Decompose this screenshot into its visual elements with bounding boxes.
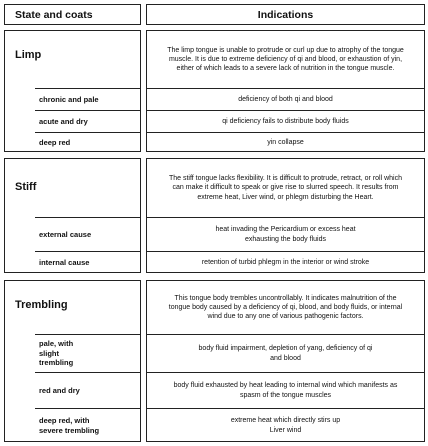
state-row-pale-slight-trembling: pale, with slight trembling <box>35 334 140 372</box>
state-row-external-cause: external cause <box>35 217 140 251</box>
stiff-indications-box <box>146 158 425 273</box>
state-row-acute-and-dry: acute and dry <box>35 110 140 132</box>
header-indications <box>146 4 425 25</box>
trembling-indications-box <box>146 280 425 442</box>
group-title-stiff: Stiff <box>15 181 37 193</box>
indication-acute-and-dry: qi deficiency fails to distribute body fluids <box>147 110 424 132</box>
indication-deep-red: yin collapse <box>147 132 424 152</box>
limp-description: The limp tongue is unable to protrude or curl up due to atrophy of the tongue muscle. It is due to extreme deficiency of qi and blood, or exhaustion of yin, either of which leads to a severe lack of nutrition in the tongue muscle. <box>167 46 404 73</box>
stiff-description: The stiff tongue lacks flexibility. It is difficult to protrude, retract, or roll which can make it difficult to speak or give rise to slurred speech. It results from extreme heat, Liver wind, or phlegm disturbing the Heart. <box>168 175 403 201</box>
header-col1-label: State and coats <box>15 8 93 21</box>
state-row-red-and-dry: red and dry <box>35 372 140 408</box>
header-state-and-coats <box>4 4 141 25</box>
indication-external-cause: heat invading the Pericardium or excess heat exhausting the body fluids <box>147 217 424 251</box>
stiff-state-box <box>4 158 141 273</box>
limp-state-box <box>4 30 141 152</box>
group-title-limp: Limp <box>15 49 42 61</box>
group-title-trembling: Trembling <box>15 299 68 311</box>
header-col2-label: Indications <box>257 8 314 21</box>
state-row-internal-cause: internal cause <box>35 251 140 273</box>
state-row-deep-red: deep red <box>35 132 140 152</box>
indication-red-and-dry: body fluid exhausted by heat leading to internal wind which manifests as spasm of the tongue muscles <box>147 372 424 408</box>
state-row-deep-red-severe-trembling: deep red, with severe trembling <box>35 408 140 442</box>
indication-internal-cause: retention of turbid phlegm in the interior or wind stroke <box>147 251 424 273</box>
state-row-chronic-and-pale: chronic and pale <box>35 88 140 110</box>
trembling-state-box <box>4 280 141 442</box>
indication-pale-slight-trembling: body fluid impairment, depletion of yang, deficiency of qi and blood <box>147 334 424 372</box>
indication-chronic-and-pale: deficiency of both qi and blood <box>147 88 424 110</box>
indication-deep-red-severe-trembling: extreme heat which directly stirs up Liver wind <box>147 408 424 442</box>
trembling-description: This tongue body trembles uncontrollably. It indicates malnutrition of the tongue body caused by a deficiency of qi, blood, and body fluids, or internal wind due to any one of various pathogenic factors. <box>168 294 403 321</box>
limp-indications-box <box>146 30 425 152</box>
